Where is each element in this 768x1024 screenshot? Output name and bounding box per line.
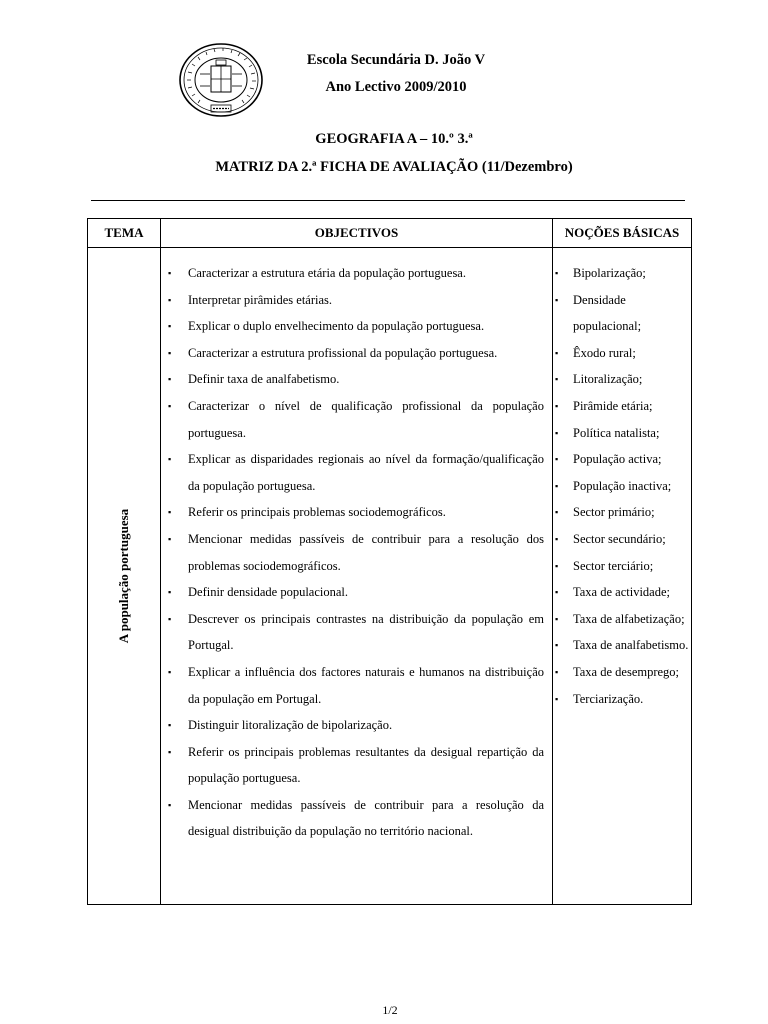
objectivo-item	[165, 579, 544, 606]
bullet-icon: ▪	[168, 533, 172, 544]
objectivo-item-text: Descrever os principais contrastes na distribuição da população em Portugal.	[188, 611, 544, 653]
bullet-icon: ▪	[555, 693, 559, 704]
nocao-item-text: Densidade populacional;	[573, 292, 642, 334]
objectivo-item-text: Explicar o duplo envelhecimento da população portuguesa.	[188, 319, 485, 334]
nocao-item	[555, 632, 689, 659]
nocao-item-text: Êxodo rural;	[573, 345, 636, 360]
tema-label: A população portuguesa	[116, 508, 131, 644]
objectivo-item	[165, 526, 544, 579]
bullet-icon: ▪	[555, 533, 559, 544]
objectivo-item	[165, 340, 544, 367]
nocao-item-text: Taxa de desemprego;	[573, 664, 680, 679]
objectivo-item	[165, 792, 544, 845]
nocao-item	[555, 260, 689, 287]
objectivo-item-text: Caracterizar a estrutura etária da população portuguesa.	[188, 266, 466, 280]
bullet-icon: ▪	[555, 480, 559, 491]
objectivo-item	[165, 313, 544, 340]
nocao-item	[555, 553, 689, 580]
bullet-icon: ▪	[168, 799, 172, 810]
nocao-item-text: Terciarização.	[573, 691, 644, 706]
bullet-icon: ▪	[168, 746, 172, 757]
objectivo-item	[165, 712, 544, 739]
bullet-icon: ▪	[555, 454, 559, 465]
nocao-item	[555, 287, 689, 340]
tema-cell	[88, 248, 161, 905]
nocao-item	[555, 446, 689, 473]
nocao-item-text: Sector secundário;	[573, 531, 666, 546]
nocao-item	[555, 340, 689, 367]
nocao-item	[555, 499, 689, 526]
nocao-item	[555, 579, 689, 606]
bullet-icon: ▪	[168, 507, 172, 518]
nocao-item-text: Litoralização;	[573, 372, 643, 387]
bullet-icon: ▪	[168, 720, 172, 731]
bullet-icon: ▪	[555, 427, 559, 438]
nocao-item-text: Sector primário;	[573, 505, 655, 520]
bullet-icon: ▪	[555, 347, 559, 358]
nocao-item	[555, 526, 689, 553]
nocao-item-text: Política natalista;	[573, 425, 660, 440]
school-year: Ano Lectivo 2009/2010	[325, 79, 467, 95]
school-name: Escola Secundária D. João V	[306, 52, 486, 68]
bullet-icon: ▪	[555, 666, 559, 677]
bullet-icon: ▪	[555, 294, 559, 305]
bullet-icon: ▪	[168, 666, 172, 677]
bullet-icon: ▪	[555, 507, 559, 518]
document-title: MATRIZ DA 2.ª FICHA DE AVALIAÇÃO (11/Dezembro)	[215, 159, 573, 175]
nocao-item-text: Pirâmide etária;	[573, 398, 653, 413]
objectivos-cell	[161, 248, 553, 905]
bullet-icon: ▪	[168, 347, 172, 358]
objectivo-item	[165, 366, 544, 393]
bullet-icon: ▪	[555, 640, 559, 651]
nocao-item-text: População activa;	[573, 452, 662, 467]
objectivo-item-text: Explicar a influência dos factores naturais e humanos na distribuição da população em Portugal.	[188, 664, 544, 706]
bullet-icon: ▪	[555, 560, 559, 571]
objectivo-item	[165, 499, 544, 526]
bullet-icon: ▪	[168, 613, 172, 624]
column-header-nocoes: NOÇÕES BÁSICAS	[553, 219, 692, 248]
nocao-item	[555, 366, 689, 393]
bullet-icon: ▪	[555, 400, 559, 411]
table-header-row	[88, 219, 692, 248]
nocoes-cell	[553, 248, 692, 905]
nocao-item-text: Taxa de actividade;	[573, 585, 670, 600]
column-header-tema: TEMA	[88, 219, 161, 248]
objectivo-item-text: Distinguir litoralização de bipolarização.	[188, 718, 393, 733]
bullet-icon: ▪	[168, 587, 172, 598]
nocao-item-text: Taxa de analfabetismo.	[573, 638, 689, 653]
bullet-icon: ▪	[555, 613, 559, 624]
objectivo-item	[165, 739, 544, 792]
objectivo-item-text: Referir os principais problemas sociodemográficos.	[188, 505, 446, 520]
nocoes-list	[555, 260, 689, 712]
objectivos-list	[165, 260, 544, 845]
objectivo-item-text: Mencionar medidas passíveis de contribuir para a resolução da desigual distribuição da população no território nacional.	[188, 797, 544, 839]
nocao-item	[555, 393, 689, 420]
evaluation-matrix-table	[87, 218, 692, 905]
objectivo-item-text: Caracterizar a estrutura profissional da população portuguesa.	[188, 345, 498, 360]
objectivo-item-text: Mencionar medidas passíveis de contribuir para a resolução dos problemas sociodemográficos.	[188, 531, 544, 573]
objectivo-item	[165, 287, 544, 314]
page-number: 1/2	[382, 1003, 398, 1017]
bullet-icon: ▪	[168, 268, 172, 278]
bullet-icon: ▪	[168, 454, 172, 465]
bullet-icon: ▪	[555, 374, 559, 385]
nocao-item	[555, 659, 689, 686]
nocao-item	[555, 473, 689, 500]
objectivo-item-text: Referir os principais problemas resultantes da desigual repartição da população portuguesa.	[188, 744, 544, 786]
objectivo-item-text: Interpretar pirâmides etárias.	[188, 292, 333, 307]
nocao-item	[555, 606, 689, 633]
bullet-icon: ▪	[555, 587, 559, 598]
subject-title: GEOGRAFIA A – 10.º 3.ª	[315, 131, 473, 147]
objectivo-item-text: Caracterizar o nível de qualificação profissional da população portuguesa.	[188, 398, 544, 440]
nocao-item-text: Taxa de alfabetização;	[573, 611, 685, 626]
objectivo-item	[165, 393, 544, 446]
nocao-item	[555, 420, 689, 447]
nocao-item-text: Bipolarização;	[573, 266, 646, 280]
objectivo-item-text: Explicar as disparidades regionais ao nível da formação/qualificação da população portuguesa.	[188, 452, 544, 493]
objectivo-item	[165, 446, 544, 499]
objectivo-item-text: Definir densidade populacional.	[188, 585, 349, 600]
bullet-icon: ▪	[555, 268, 559, 278]
nocao-item	[555, 686, 689, 713]
column-header-objectivos: OBJECTIVOS	[161, 219, 553, 248]
header-divider	[91, 200, 685, 201]
nocao-item-text: População inactiva;	[573, 478, 672, 493]
bullet-icon: ▪	[168, 294, 172, 305]
bullet-icon: ▪	[168, 400, 172, 411]
objectivo-item	[165, 659, 544, 712]
nocao-item-text: Sector terciário;	[573, 558, 654, 573]
objectivo-item	[165, 260, 544, 287]
bullet-icon: ▪	[168, 321, 172, 332]
objectivo-item	[165, 606, 544, 659]
table-row	[88, 248, 692, 905]
bullet-icon: ▪	[168, 374, 172, 385]
objectivo-item-text: Definir taxa de analfabetismo.	[188, 372, 340, 387]
